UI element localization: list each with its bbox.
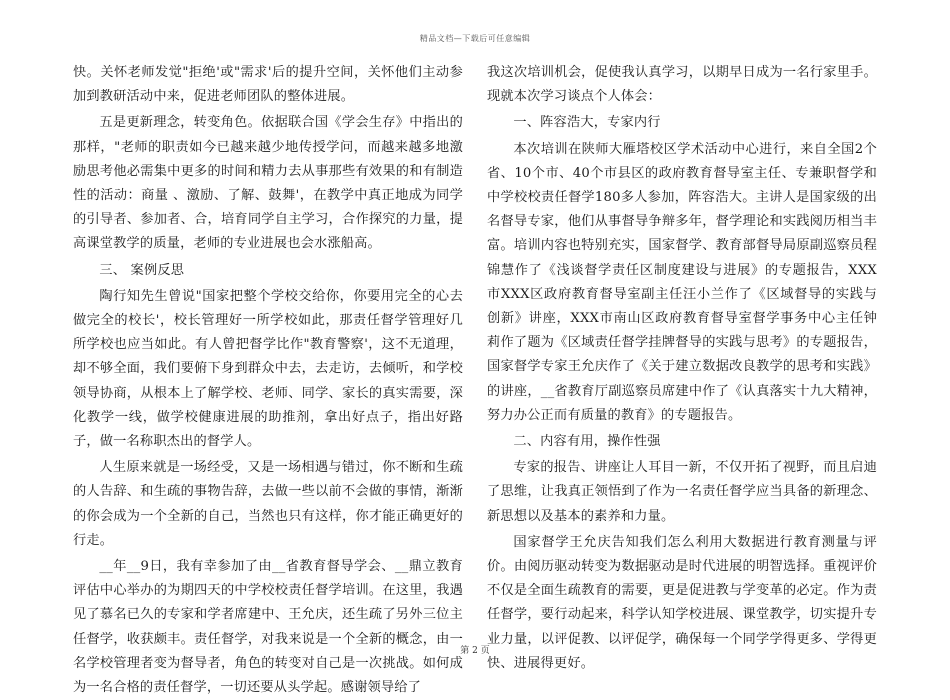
right-column [487, 61, 877, 676]
page-number: 第 2 页 [460, 646, 490, 656]
paragraph: __年__9日，我有幸参加了由__省教育督导学会、__鼎立教育评估中心举办的为期四天的中学校校责任督学培训。在这里，我遇见了慕名已久的专家和学者席建中、王允庆，还生疏了另外三位主任督学，收获颇丰。责任督学，对我来说是一个全新的概念，由一名学校管理者变为督导者，角色的转变对自己是一次挑战。如何成为一名合格的责任督学，一切还要从头学起。感谢领导给了 [73, 559, 463, 696]
section-heading: 三、 案例反思 [99, 262, 185, 278]
paragraph: 陶行知先生曾说"国家把整个学校交给你，你要用完全的心去做完全的校长'，校长管理好一所学校如此，那责任督学管理好几所学校也应当如此。有人曾把督学比作"教育警察'，这不无道理，却不够全面，我们要俯下身到群众中去，去走访，去倾听，和学校领导协商，从根本上了解学校、老师、同学、家长的真实需要，深化教学一线，做学校健康进展的助推剂，拿出好点子，指出好路子，做一名称职杰出的督学人。 [73, 288, 463, 450]
paragraph: 人生原来就是一场经受，又是一场相遇与错过，你不断和生疏的人告辞、和生疏的事物告辞，去做一些以前不会做的事情，渐渐的你会成为一个全新的自己，当然也只有这样，你才能正确更好的行走。 [73, 460, 463, 548]
paragraph: 五是更新理念，转变角色。依据联合国《学会生存》中指出的那样，"老师的职责如今已越来越少地传授学问，而越来越多地激励思考他必需集中更多的时间和精力去从事那些有效果的和有制造性的活动：商量 、激励、了解、鼓舞'，在教学中真正地成为同学的引导者、参加者、合，培育同学自主学习，合作探究的力量，提高课堂教学的质量，老师的专业进展也会水涨船高。 [73, 115, 463, 252]
paragraph: 国家督学王允庆告知我们怎么利用大数据进行教育测量与评价。由阅历驱动转变为数据驱动是时代进展的明智选择。重视评价不仅是全面生疏教育的需要，更是促进教与学变革的必定。作为责任督学，要行动起来，科学认知学校进展、课堂教学，切实提升专业力量，以评促教、以评促学，确保每一个同学学得更多、学得更快、进展得更好。 [487, 534, 877, 671]
page-header: 精品文档—下载后可任意编辑 [419, 34, 531, 43]
section-heading: 一、阵容浩大，专家内行 [513, 115, 661, 131]
paragraph: 本次培训在陕师大雁塔校区学术活动中心进行，来自全国2个省、10个市、40个市县区的政府教育督导室主任、专兼职督学和中学校校责任督学180多人参加，阵容浩大。主讲人是国家级的出名督导专家，他们从事督导争辩多年，督学理论和实践阅历相当丰富。培训内容也特别充实，国家督学、教育部督导局原副巡察员程锦慧作了《浅谈督学责任区制度建设与进展》的专题报告，XXX市XXX区政府教育督导室副主任汪小兰作了《区域督导的实践与创新》讲座，XXX市南山区政府教育督导室督学事务中心主任钟莉作了题为《区域责任督学挂牌督导的实践与思考》的专题报告，国家督学专家王允庆作了《关于建立数据改良教学的思考和实践》的讲座，__省教育厅副巡察员席建中作了《认真落实十九大精神，努力办公正而有质量的教育》的专题报告。 [487, 141, 877, 423]
paragraph: 专家的报告、讲座让人耳目一新，不仅开拓了视野，而且启迪了思维，让我真正领悟到了作为一名责任督学应当具备的新理念、新思想以及基本的素养和力量。 [487, 460, 877, 524]
paragraph: 我这次培训机会，促使我认真学习，以期早日成为一名行家里手。现就本次学习谈点个人体会： [487, 65, 877, 105]
left-column [73, 61, 463, 700]
paragraph: 快。关怀老师发觉"拒绝'或"需求'后的提升空间，关怀他们主动参加到教研活动中来，促进老师团队的整体进展。 [73, 65, 463, 105]
section-heading: 二、内容有用，操作性强 [513, 434, 661, 450]
